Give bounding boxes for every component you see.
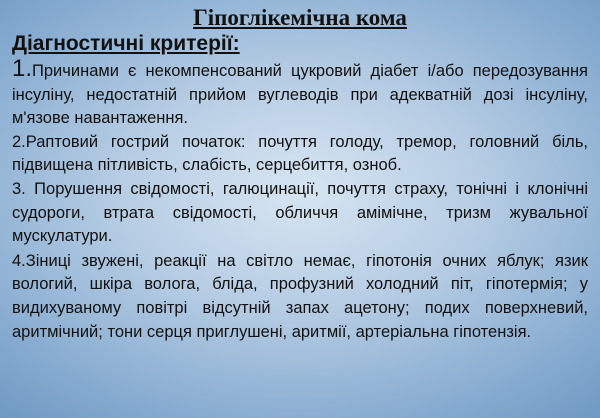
- slide-title: Гіпоглікемічна кома: [193, 5, 407, 30]
- criteria-item-text: Порушення свідомості, галюцинації, почуття страху, тонічні і клонічні судороги, втрата свідомості, обличчя амімічне, тризм жувальної мускулатури.: [12, 179, 588, 246]
- criteria-item-text: Раптовий гострий початок: почуття голоду, тремор, головний біль, підвищена пітливість, слабість, серцебиття, озноб.: [12, 132, 588, 175]
- criteria-item-text: Зіниці звужені, реакції на світло немає, гіпотонія очних яблук; язик вологий, шкіра волога, бліда, профузний холодний піт, гіпотермія; у видихуваному повітрі відсутній запах ацетону; подих поверхневий, аритмічний; тони серця приглушені, аритмії, артеріальна гіпотензія.: [12, 251, 588, 341]
- criteria-item-2: [12, 131, 588, 178]
- criteria-item-4: [12, 250, 588, 344]
- criteria-item-3: [12, 178, 588, 249]
- criteria-list: [12, 57, 588, 344]
- criteria-item-number: 3.: [12, 179, 26, 198]
- slide-subtitle: Діагностичні критерії:: [12, 32, 240, 55]
- criteria-item-1: [12, 57, 588, 131]
- criteria-item-text: Причинами є некомпенсований цукровий діабет і/або передозування інсуліну, недостатній прийом вуглеводів при адекватній дозі інсуліну, м'язове навантаження.: [12, 62, 588, 128]
- criteria-item-number: 2.: [12, 132, 26, 151]
- criteria-item-number: 1.: [12, 55, 33, 82]
- criteria-item-number: 4.: [12, 251, 26, 270]
